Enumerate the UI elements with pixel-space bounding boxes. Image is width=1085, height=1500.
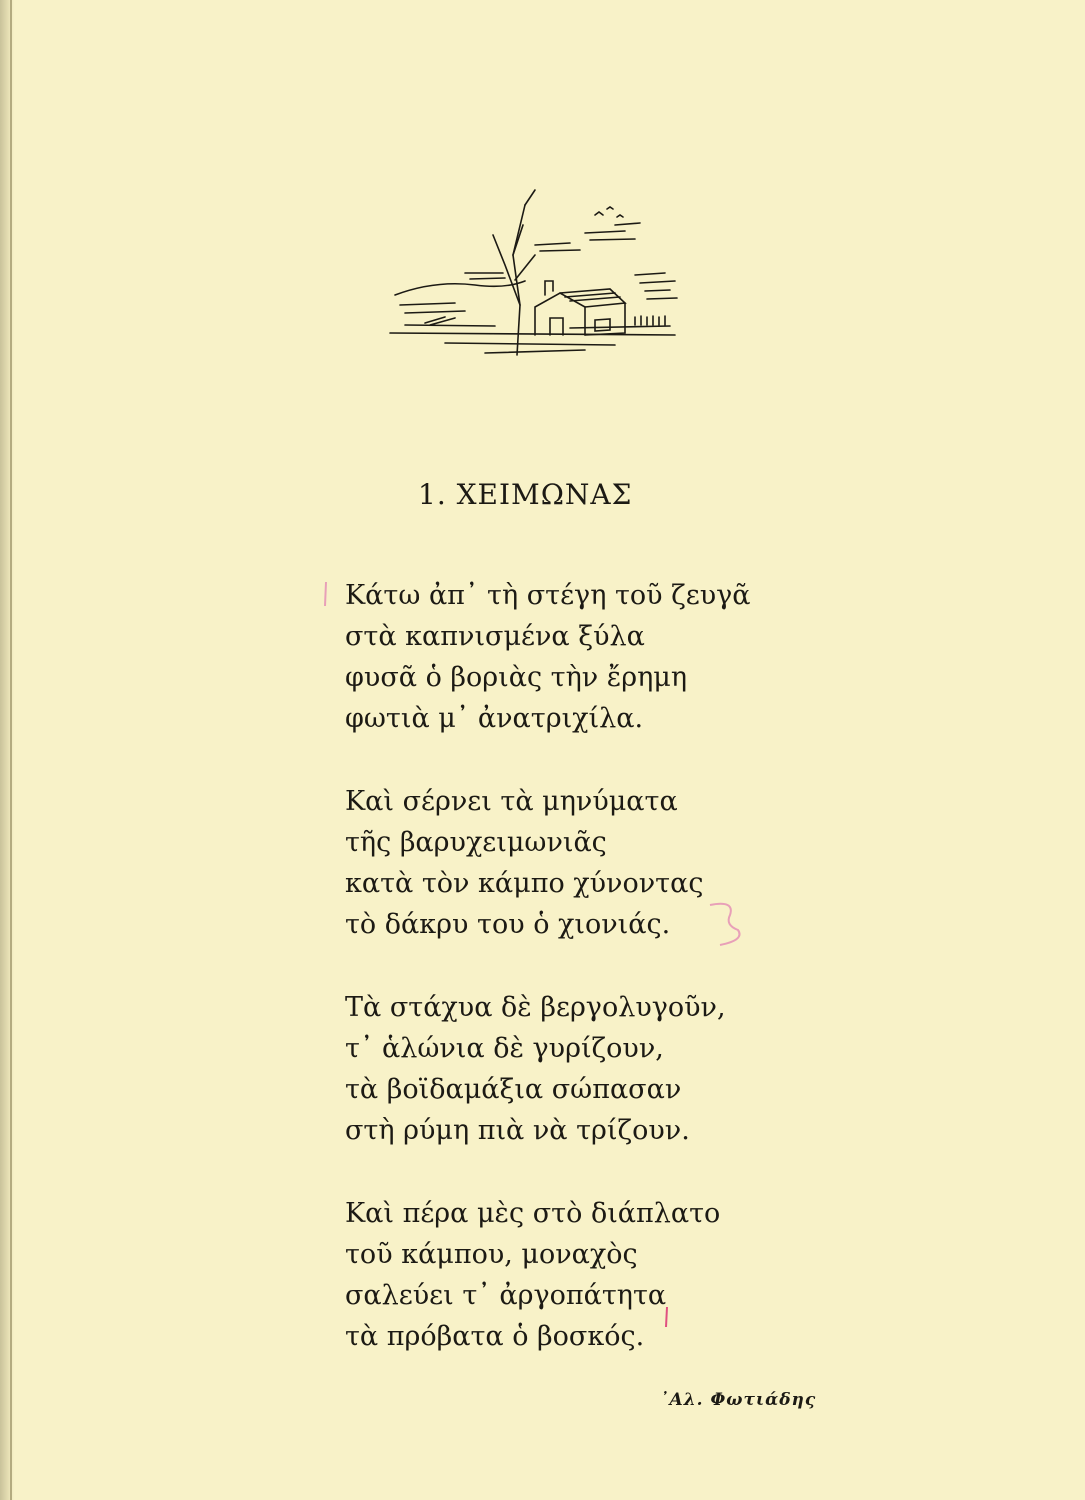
pencil-mark <box>700 895 750 955</box>
poem-line: Καὶ πέρα μὲς στὸ διάπλατο <box>345 1198 721 1229</box>
poem-line: στὰ καπνισμένα ξύλα <box>345 621 645 652</box>
poem-line: τὰ πρόβατα ὁ βοσκός. <box>345 1321 645 1352</box>
poem-line: τ᾽ ἁλώνια δὲ γυρίζουν, <box>345 1033 664 1064</box>
pencil-tick <box>660 1305 674 1335</box>
poem-body <box>345 575 751 1399</box>
poem-line: τὸ δάκρυ του ὁ χιονιάς. <box>345 909 671 940</box>
winter-cottage-vignette <box>385 185 685 365</box>
poem-line: στὴ ρύμη πιὰ νὰ τρίζουν. <box>345 1115 690 1146</box>
poem-line: τοῦ κάμπου, μοναχὸς <box>345 1239 638 1270</box>
poem-author: ᾽Αλ. Φωτιάδης <box>660 1390 817 1410</box>
spine-edge-line <box>10 0 12 1500</box>
poem-line: Τὰ στάχυα δὲ βεργολυγοῦν, <box>345 992 726 1023</box>
poem-line: σαλεύει τ᾽ ἀργοπάτητα <box>345 1280 667 1311</box>
stanza-2 <box>345 781 751 945</box>
stanza-1 <box>345 575 751 739</box>
poem-title: 1. ΧΕΙΜΩΝΑΣ <box>418 478 633 511</box>
poem-line: τῆς βαρυχειμωνιᾶς <box>345 827 607 858</box>
stanza-3 <box>345 987 751 1151</box>
stanza-4 <box>345 1193 751 1357</box>
poem-line: τὰ βοϊδαμάξια σώπασαν <box>345 1074 682 1105</box>
poem-line: Κάτω ἀπ᾽ τὴ στέγη τοῦ ζευγᾶ <box>345 580 751 611</box>
poem-line: φωτιὰ μ᾽ ἀνατριχίλα. <box>345 703 644 734</box>
pencil-tick <box>320 580 332 610</box>
poem-line: φυσᾶ ὁ βοριὰς τὴν ἔρημη <box>345 662 688 693</box>
poem-line: κατὰ τὸν κάμπο χύνοντας <box>345 868 704 899</box>
poem-line: Καὶ σέρνει τὰ μηνύματα <box>345 786 678 817</box>
